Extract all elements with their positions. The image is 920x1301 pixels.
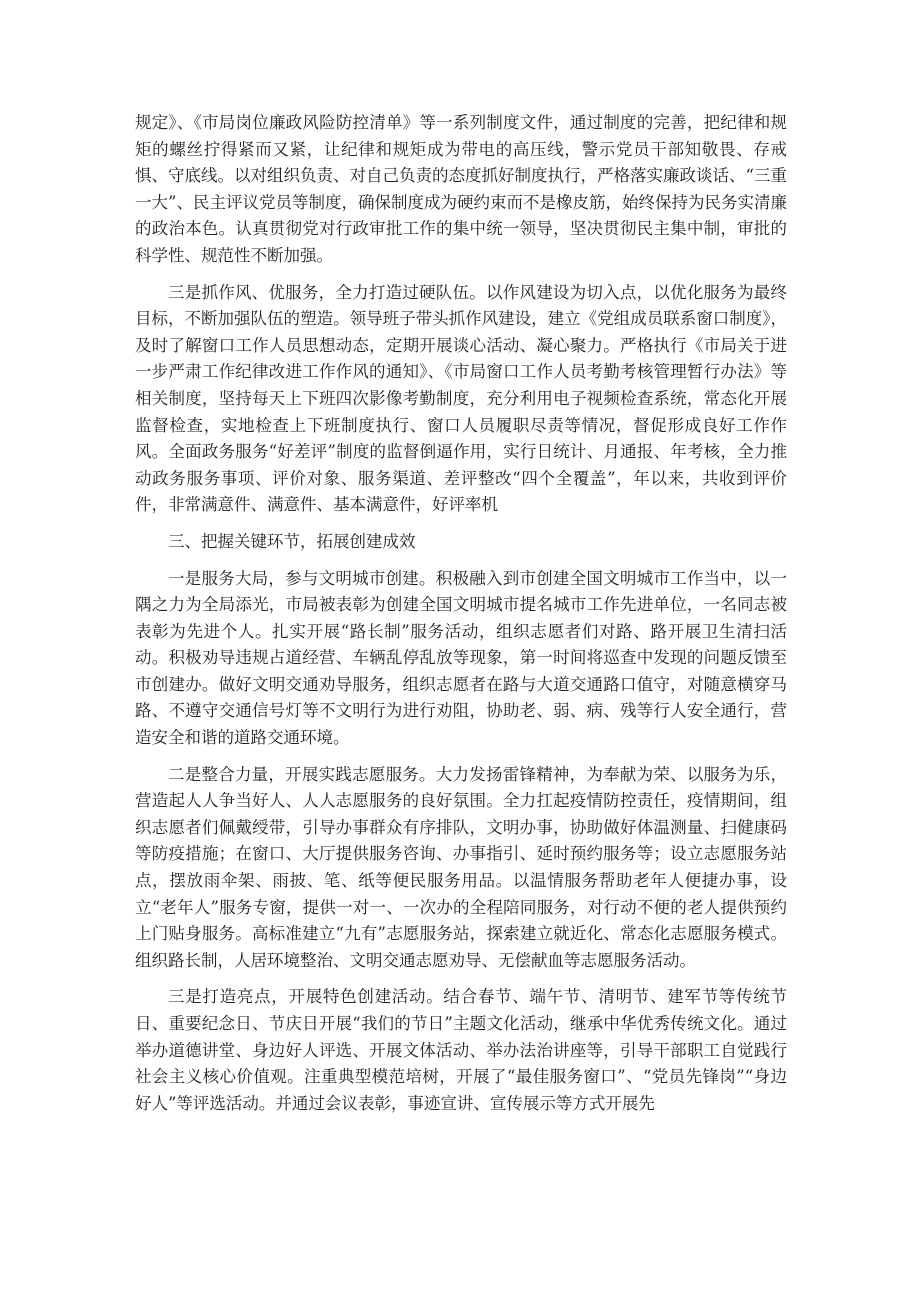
- paragraph-featured-activities: 三是打造亮点，开展特色创建活动。结合春节、端午节、清明节、建军节等传统节日、重要纪念日、节庆日开展“我们的节日”主题文化活动，继承中华优秀传统文化。通过举办道德讲堂、身边好人评选、开展文体活动、举办法治讲座等，引导干部职工自觉践行社会主义核心价值观。注重典型模范培树，开展了“最佳服务窗口”、“党员先锋岗”“身边好人”等评选活动。并通过会议表彰，事迹宣讲、宣传展示等方式开展先: [135, 987, 787, 1113]
- document-page: [135, 110, 787, 1127]
- section-heading-key-links: 三、把握关键环节，拓展创建成效: [168, 531, 416, 551]
- paragraph-discipline-system: 规定》、《市局岗位廉政风险防控清单》等一系列制度文件，通过制度的完善，把纪律和规矩的螺丝拧得紧而又紧，让纪律和规矩成为带电的高压线，警示党员干部知敬畏、存戒惧、守底线。以对组织负责、对自己负责的态度抓好制度执行，严格落实廉政谈话、“三重一大”、民主评议党员等制度，确保制度成为硬约束而不是橡皮筋，始终保持为民务实清廉的政治本色。认真贯彻党对行政审批工作的集中统一领导，坚决贯彻民主集中制，审批的科学性、规范性不断加强。: [135, 113, 787, 265]
- paragraph-work-style: 三是抓作风、优服务，全力打造过硬队伍。以作风建设为切入点，以优化服务为最终目标，不断加强队伍的塑造。领导班子带头抓作风建设，建立《党组成员联系窗口制度》，及时了解窗口工作人员思想动态，定期开展谈心活动、凝心聚力。严格执行《市局关于进一步严肃工作纪律改进工作作风的通知》、《市局窗口工作人员考勤考核管理暂行办法》等相关制度，坚持每天上下班四次影像考勤制度，充分利用电子视频检查系统，常态化开展监督检查，实地检查上下班制度执行、窗口人员履职尽责等情况，督促形成良好工作作风。全面政务服务“好差评”制度的监督倒逼作用，实行日统计、月通报、年考核，全力推动政务服务事项、评价对象、服务渠道、差评整改“四个全覆盖”，年以来，共收到评价件，非常满意件、满意件、基本满意件，好评率机: [135, 282, 787, 515]
- paragraph-civilized-city: 一是服务大局，参与文明城市创建。积极融入到市创建全国文明城市工作当中，以一隅之力为全局添光，市局被表彰为创建全国文明城市提名城市工作先进单位，一名同志被表彰为先进个人。扎实开展“路长制”服务活动，组织志愿者们对路、路开展卫生清扫活动。积极劝导违规占道经营、车辆乱停乱放等现象，第一时间将巡查中发现的问题反馈至市创建办。做好文明交通劝导服务，组织志愿者在路与大道交通路口值守，对随意横穿马路、不遵守交通信号灯等不文明行为进行劝阻，协助老、弱、病、残等行人安全通行，营造安全和谐的道路交通环境。: [135, 568, 787, 748]
- paragraph-volunteer-service: 二是整合力量，开展实践志愿服务。大力发扬雷锋精神，为奉献为荣、以服务为乐，营造起人人争当好人、人人志愿服务的良好氛围。全力扛起疫情防控责任，疫情期间，组织志愿者们佩戴绶带，引导办事群众有序排队，文明办事，协助做好体温测量、扫健康码等防疫措施；在窗口、大厅提供服务咨询、办事指引、延时预约服务等；设立志愿服务站点，摆放雨伞架、雨披、笔、纸等便民服务用品。以温情服务帮助老年人便捷办事，设立“老年人”服务专窗，提供一对一、一次办的全程陪同服务，对行动不便的老人提供预约上门贴身服务。高标准建立“九有”志愿服务站，探索建立就近化、常态化志愿服务模式。组织路长制，人居环境整治、文明交通志愿劝导、无偿献血等志愿服务活动。: [135, 764, 787, 970]
